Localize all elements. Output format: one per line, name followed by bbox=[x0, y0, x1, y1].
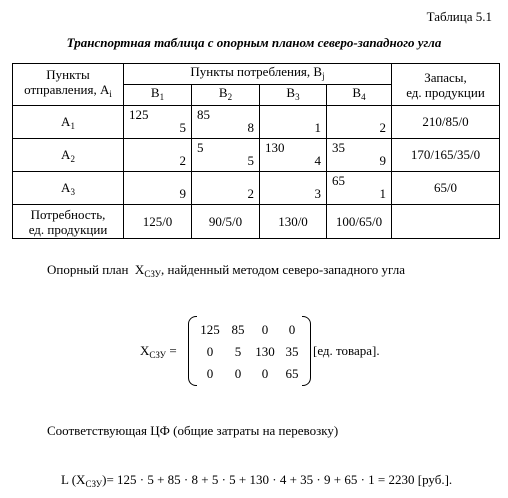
column-header-b1: $B_1$ bbox=[124, 85, 192, 106]
supply-a1: 210/85/0 bbox=[392, 106, 500, 139]
plan-matrix bbox=[194, 319, 304, 385]
plan-symbol: X bbox=[134, 262, 145, 277]
objective-function-formula: L $(X_{СЗУ})= 125 \cdot 5 + 85 \cdot 8 + 5 \cdot 5 + 130 \cdot 4 + 35 \cdot 9 + 65 \cdot 1 = 2230$ [руб.]. bbox=[61, 472, 453, 489]
column-header-b2: $B_2$ bbox=[192, 85, 260, 106]
matrix-row: 125 85 0 0 bbox=[200, 322, 296, 337]
consumption-header bbox=[124, 64, 392, 85]
cell-a3-b4: 65 1 bbox=[327, 172, 392, 205]
matrix-lhs: $X_{СЗУ}$ = bbox=[140, 343, 177, 360]
row-header-a1: $A_1$ bbox=[13, 106, 124, 139]
cell-a1-b1: 125 5 bbox=[124, 106, 192, 139]
demand-b2: 90/5/0 bbox=[192, 205, 260, 239]
cell-a3-b1: 9 bbox=[124, 172, 192, 205]
matrix-unit: [ед. товара]. bbox=[313, 343, 380, 358]
cell-a3-b3: 3 bbox=[260, 172, 327, 205]
origin-header-sub: i bbox=[109, 89, 112, 99]
cell-a1-b3: 1 bbox=[260, 106, 327, 139]
cell-a3-b2: 2 bbox=[192, 172, 260, 205]
cell-a1-b2: 85 8 bbox=[192, 106, 260, 139]
demand-b1: 125/0 bbox=[124, 205, 192, 239]
cell-a1-b4: 2 bbox=[327, 106, 392, 139]
cell-a2-b4: 35 9 bbox=[327, 139, 392, 172]
demand-label: Потребность, ед. продукции bbox=[13, 205, 124, 239]
matrix-row: 0 0 0 65 bbox=[206, 366, 299, 381]
table-row-demand bbox=[13, 205, 500, 239]
plan-description: Опорный план $X_{СЗУ}$, найденный методом северо-западного угла bbox=[47, 262, 405, 279]
supply-header-line2: ед. продукции bbox=[406, 84, 485, 100]
cell-a2-b1: 2 bbox=[124, 139, 192, 172]
row-header-a3: $A_3$ bbox=[13, 172, 124, 205]
supply-header bbox=[392, 64, 500, 106]
matrix-row: 0 5 130 35 bbox=[206, 344, 299, 359]
table-row-a3 bbox=[13, 172, 500, 205]
column-header-b3: $B_3$ bbox=[260, 85, 327, 106]
column-header-b4: $B_4$ bbox=[327, 85, 392, 106]
cell-a2-b3: 130 4 bbox=[260, 139, 327, 172]
table-row-a2 bbox=[13, 139, 500, 172]
origin-header bbox=[13, 64, 124, 106]
demand-b4: 100/65/0 bbox=[327, 205, 392, 239]
supply-header-line1: Запасы, bbox=[424, 69, 467, 85]
transport-table bbox=[12, 63, 500, 239]
supply-a2: 170/165/35/0 bbox=[392, 139, 500, 172]
consumption-header-sub: j bbox=[322, 71, 325, 81]
cell-a2-b2: 5 5 bbox=[192, 139, 260, 172]
table-label: Таблица 5.1 bbox=[426, 9, 492, 24]
table-row-a1 bbox=[13, 106, 500, 139]
demand-b3: 130/0 bbox=[260, 205, 327, 239]
objective-function-description: Соответствующая ЦФ (общие затраты на перевозку) bbox=[47, 423, 339, 438]
consumption-header-text: Пункты потребления, B bbox=[190, 64, 323, 79]
row-header-a2: $A_2$ bbox=[13, 139, 124, 172]
origin-header-line1: Пункты bbox=[46, 67, 90, 82]
table-title: Транспортная таблица с опорным планом северо-западного угла bbox=[66, 35, 442, 50]
origin-header-line2: отправления, A bbox=[24, 82, 110, 97]
supply-a3: 65/0 bbox=[392, 172, 500, 205]
demand-empty bbox=[392, 205, 500, 239]
